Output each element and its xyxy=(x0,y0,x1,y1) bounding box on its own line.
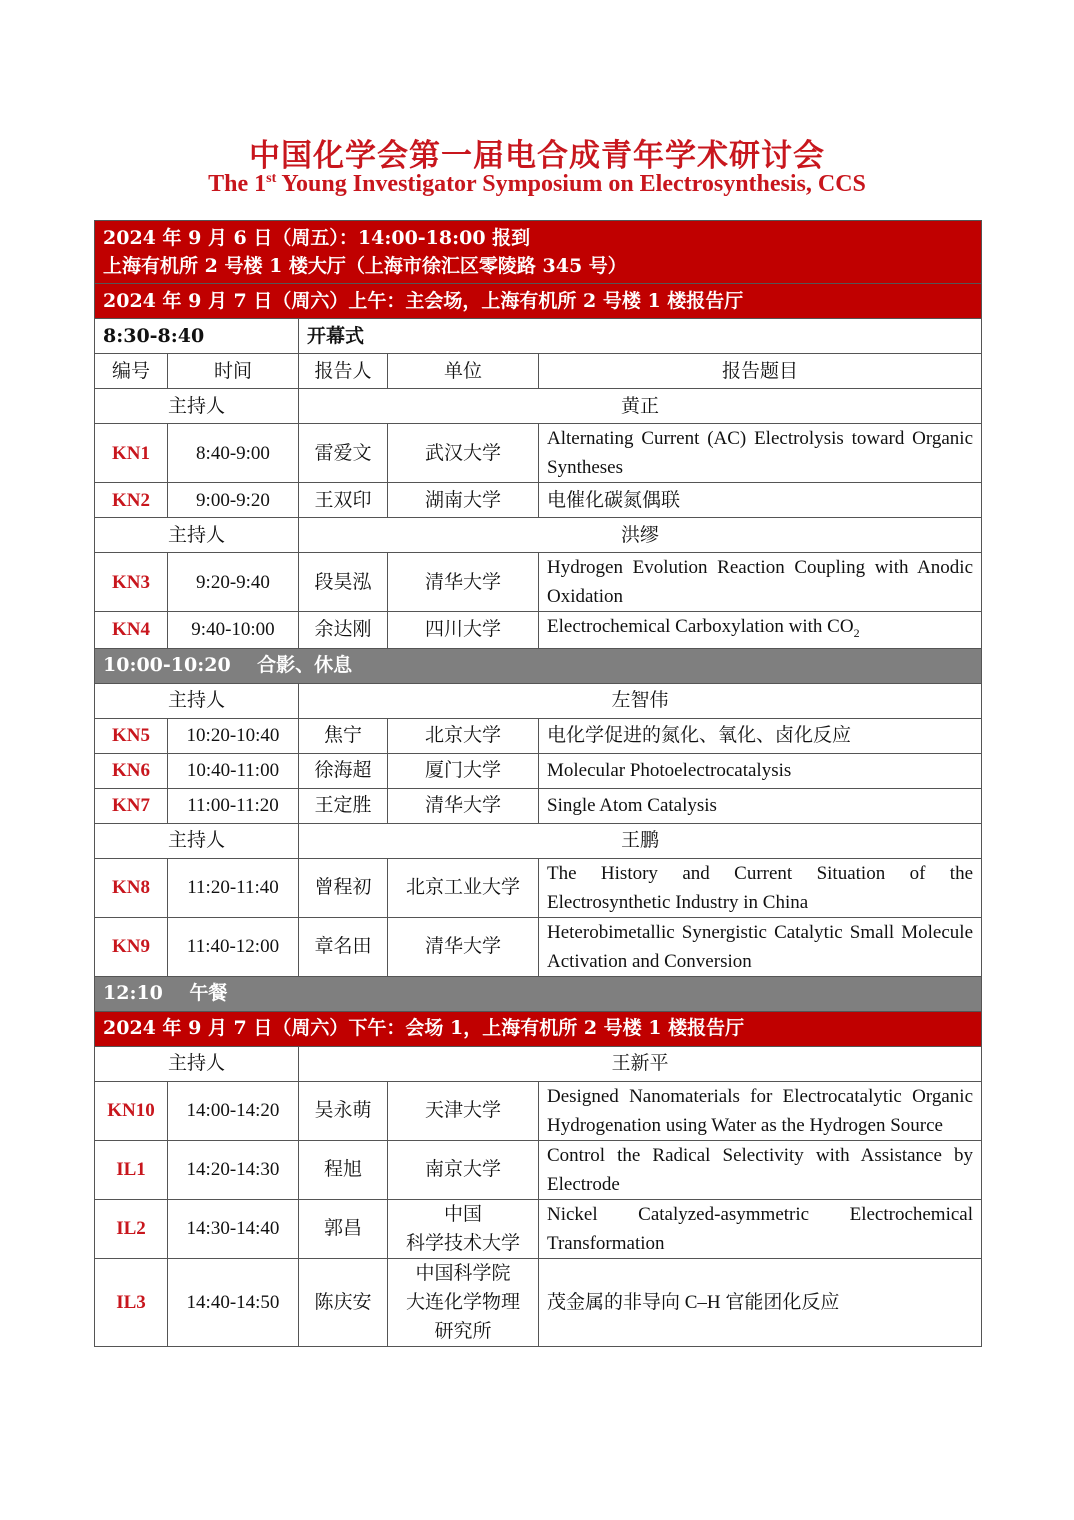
talk-row xyxy=(95,483,982,518)
host-label: 主持人 xyxy=(95,1046,299,1081)
talk-unit: 中国科学院 大连化学物理 研究所 xyxy=(388,1258,539,1346)
opening-time: 8:30-8:40 xyxy=(95,319,299,354)
page-title-chinese: 中国化学会第一届电合成青年学术研讨会 xyxy=(249,138,825,174)
talk-id: IL2 xyxy=(95,1199,168,1258)
talk-speaker: 余达刚 xyxy=(299,612,388,649)
talk-id: KN8 xyxy=(95,858,168,917)
morning-session-header: 2024 年 9 月 7 日（周六）上午：主会场，上海有机所 2 号楼 1 楼报告厅 xyxy=(95,284,982,319)
registration-line1: 2024 年 9 月 6 日（周五）：14:00-18:00 报到 xyxy=(103,227,531,249)
talk-speaker: 雷爱文 xyxy=(299,424,388,483)
talk-topic: Hydrogen Evolution Reaction Coupling with Anodic Oxidation xyxy=(539,553,982,612)
talk-speaker: 章名田 xyxy=(299,917,388,976)
talk-unit: 清华大学 xyxy=(388,553,539,612)
col-header-id: 编号 xyxy=(95,354,168,389)
talk-unit: 天津大学 xyxy=(388,1081,539,1140)
host-label: 主持人 xyxy=(95,389,299,424)
col-header-unit: 单位 xyxy=(388,354,539,389)
talk-id: KN1 xyxy=(95,424,168,483)
talk-topic: Molecular Photoelectrocatalysis xyxy=(539,753,982,788)
host-row xyxy=(95,683,982,718)
talk-speaker: 王定胜 xyxy=(299,788,388,823)
host-row xyxy=(95,1046,982,1081)
registration-header xyxy=(95,221,982,284)
talk-row xyxy=(95,1258,982,1346)
schedule-table xyxy=(94,220,982,1347)
talk-speaker: 吴永萌 xyxy=(299,1081,388,1140)
talk-time: 8:40-9:00 xyxy=(168,424,299,483)
talk-topic: Designed Nanomaterials for Electrocatalytic Organic Hydrogenation using Water as the Hydrogen Source xyxy=(539,1081,982,1140)
talk-time: 9:20-9:40 xyxy=(168,553,299,612)
talk-row xyxy=(95,1081,982,1140)
talk-row xyxy=(95,553,982,612)
talk-time: 14:40-14:50 xyxy=(168,1258,299,1346)
host-label: 主持人 xyxy=(95,518,299,553)
talk-speaker: 徐海超 xyxy=(299,753,388,788)
talk-unit: 南京大学 xyxy=(388,1140,539,1199)
talk-topic: 电化学促进的氮化、氧化、卤化反应 xyxy=(539,718,982,753)
talk-unit: 清华大学 xyxy=(388,917,539,976)
talk-id: KN7 xyxy=(95,788,168,823)
lunch-row: 12:10 午餐 xyxy=(95,976,982,1011)
talk-speaker: 陈庆安 xyxy=(299,1258,388,1346)
talk-time: 10:20-10:40 xyxy=(168,718,299,753)
host-name: 左智伟 xyxy=(299,683,982,718)
talk-row xyxy=(95,788,982,823)
talk-time: 11:00-11:20 xyxy=(168,788,299,823)
talk-id: KN5 xyxy=(95,718,168,753)
talk-time: 9:40-10:00 xyxy=(168,612,299,649)
talk-topic: 电催化碳氮偶联 xyxy=(539,483,982,518)
break-row: 10:00-10:20 合影、休息 xyxy=(95,648,982,683)
afternoon-session-header: 2024 年 9 月 7 日（周六）下午：会场 1，上海有机所 2 号楼 1 楼报告厅 xyxy=(95,1011,982,1046)
registration-line2: 上海有机所 2 号楼 1 楼大厅（上海市徐汇区零陵路 345 号） xyxy=(103,255,627,277)
host-name: 王新平 xyxy=(299,1046,982,1081)
talk-topic: Control the Radical Selectivity with Assistance by Electrode xyxy=(539,1140,982,1199)
talk-speaker: 程旭 xyxy=(299,1140,388,1199)
talk-id: KN4 xyxy=(95,612,168,649)
talk-speaker: 段昊泓 xyxy=(299,553,388,612)
talk-row xyxy=(95,424,982,483)
talk-time: 10:40-11:00 xyxy=(168,753,299,788)
talk-time: 11:40-12:00 xyxy=(168,917,299,976)
talk-row xyxy=(95,612,982,649)
talk-speaker: 曾程初 xyxy=(299,858,388,917)
talk-topic: Alternating Current (AC) Electrolysis toward Organic Syntheses xyxy=(539,424,982,483)
page-title-english: The 1st Young Investigator Symposium on Electrosynthesis, CCS xyxy=(208,171,866,197)
talk-row xyxy=(95,753,982,788)
talk-id: KN3 xyxy=(95,553,168,612)
talk-time: 14:30-14:40 xyxy=(168,1199,299,1258)
talk-unit: 厦门大学 xyxy=(388,753,539,788)
talk-row xyxy=(95,858,982,917)
talk-unit: 北京大学 xyxy=(388,718,539,753)
host-label: 主持人 xyxy=(95,683,299,718)
talk-unit: 四川大学 xyxy=(388,612,539,649)
talk-topic: 茂金属的非导向 C–H 官能团化反应 xyxy=(539,1258,982,1346)
talk-time: 9:00-9:20 xyxy=(168,483,299,518)
talk-time: 14:00-14:20 xyxy=(168,1081,299,1140)
talk-speaker: 郭昌 xyxy=(299,1199,388,1258)
talk-unit: 清华大学 xyxy=(388,788,539,823)
talk-row xyxy=(95,917,982,976)
host-row xyxy=(95,389,982,424)
talk-time: 11:20-11:40 xyxy=(168,858,299,917)
talk-topic: Electrochemical Carboxylation with $CO_2$ xyxy=(539,612,982,649)
talk-id: KN2 xyxy=(95,483,168,518)
talk-speaker: 焦宁 xyxy=(299,718,388,753)
opening-label: 开幕式 xyxy=(299,319,982,354)
host-name: 王鹏 xyxy=(299,823,982,858)
talk-id: KN10 xyxy=(95,1081,168,1140)
col-header-speaker: 报告人 xyxy=(299,354,388,389)
talk-unit: 中国 科学技术大学 xyxy=(388,1199,539,1258)
talk-id: IL1 xyxy=(95,1140,168,1199)
col-header-topic: 报告题目 xyxy=(539,354,982,389)
talk-id: KN6 xyxy=(95,753,168,788)
opening-row xyxy=(95,319,982,354)
talk-time: 14:20-14:30 xyxy=(168,1140,299,1199)
talk-unit: 武汉大学 xyxy=(388,424,539,483)
talk-row xyxy=(95,1140,982,1199)
talk-row xyxy=(95,718,982,753)
host-label: 主持人 xyxy=(95,823,299,858)
talk-topic: Single Atom Catalysis xyxy=(539,788,982,823)
talk-unit: 湖南大学 xyxy=(388,483,539,518)
host-name: 黄正 xyxy=(299,389,982,424)
talk-topic: Nickel Catalyzed-asymmetric Electrochemical Transformation xyxy=(539,1199,982,1258)
talk-row xyxy=(95,1199,982,1258)
column-header-row xyxy=(95,354,982,389)
talk-speaker: 王双印 xyxy=(299,483,388,518)
talk-id: IL3 xyxy=(95,1258,168,1346)
host-row xyxy=(95,518,982,553)
talk-topic: Heterobimetallic Synergistic Catalytic Small Molecule Activation and Conversion xyxy=(539,917,982,976)
host-name: 洪缪 xyxy=(299,518,982,553)
talk-topic: The History and Current Situation of the Electrosynthetic Industry in China xyxy=(539,858,982,917)
talk-unit: 北京工业大学 xyxy=(388,858,539,917)
host-row xyxy=(95,823,982,858)
talk-id: KN9 xyxy=(95,917,168,976)
col-header-time: 时间 xyxy=(168,354,299,389)
